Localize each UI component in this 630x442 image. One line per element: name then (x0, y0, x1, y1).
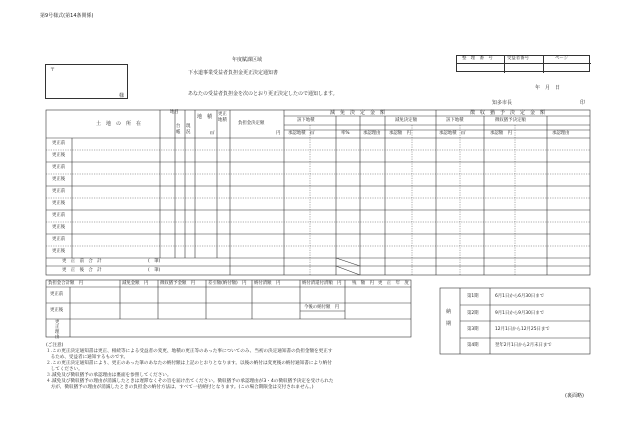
row-label: 更正前 (52, 237, 66, 242)
future-payment-label: 今後の納付額 円 (304, 305, 340, 310)
total-before-unit: ( 筆) (148, 259, 161, 264)
header-deferral-group: 徴 収 猶 予 決 定 金 額 (470, 110, 546, 116)
postal-mark: 〒 (50, 67, 56, 73)
bottom-header-refund: 納付済還付済額 円 (302, 281, 342, 286)
period-range: 翌年2月1日から2月末日まで (495, 343, 552, 348)
period-range: 9月1日から9月30日まで (495, 311, 545, 316)
issue-date: 年 月 日 (535, 85, 561, 91)
note-line: るため、受益者に通知するものです。 (46, 355, 129, 360)
header-rate: 率% (341, 131, 350, 136)
bottom-row-after: 更正後 (50, 308, 64, 313)
bottom-header-year: 更 正 年 度 (378, 281, 409, 286)
header-sub-area-2: 該下地積 (446, 118, 464, 123)
seal-mark: 印 (580, 100, 586, 106)
total-after-label: 更 正 後 合 計 (62, 268, 102, 273)
period-name: 第2期 (467, 311, 479, 316)
bottom-header-reduction: 減免金額 円 (122, 281, 149, 286)
header-current: 現況 (186, 124, 191, 135)
notes-heading: (ご注意) (46, 343, 64, 348)
row-label: 更正後 (52, 201, 66, 206)
bottom-row-before: 更正前 (50, 292, 64, 297)
row-label: 更正後 (52, 153, 66, 158)
row-label: 更正前 (52, 141, 66, 146)
form-number: 第9号様式(第14条関係) (40, 13, 94, 19)
header-applied-area-2: 承認地積 ㎡ (439, 131, 466, 136)
row-label: 更正前 (52, 189, 66, 194)
period-name: 第3期 (467, 327, 479, 332)
honorific: 様 (119, 93, 125, 99)
note-line: １.この更正決定通知書は更正、相続等による受益者の変更、地積の更正等のあった事についてのみ、当初の決定通知書の負担金額を更正す (46, 349, 333, 354)
header-ledger: 台帳 (176, 124, 181, 135)
footer-note: (裏面略) (565, 393, 584, 399)
header-applied-amount-2: 承認額 円 (490, 131, 512, 136)
header-reduction-group: 減 免 決 定 金 額 (330, 110, 386, 116)
payment-schedule-label: 納期 (446, 309, 452, 327)
header-applied-reason-2: 承認理由 (552, 131, 570, 136)
fiscal-year-area: 年度賦課区域 (232, 57, 263, 63)
header-sub-deferral: 徴収猶予決定額 (495, 118, 526, 123)
period-name: 第1期 (467, 294, 479, 299)
total-after-unit: ( 筆) (148, 268, 161, 273)
header-sub-amount: 減免決定額 (395, 118, 417, 123)
document-title: 下水道事業受益者負担金更正決定通知書 (188, 70, 279, 76)
header-area: 地 積 (197, 114, 213, 120)
row-label: 更正後 (52, 249, 66, 254)
header-applied-area-1: 承認地積 ㎡ (288, 131, 315, 136)
ref-header-page: ページ (555, 56, 569, 61)
note-line: ２.この更正決定通知書により、更正のあった筆のあなたの納付額は上記のとおりとなります。以後の納付は変更後の納付通知書により納付 (46, 361, 332, 366)
note-line: ４.減免及び徴収猶予の理由が消滅したときは遅滞なくその旨を届け出てください。徴収猶予の承認理由が3・4の徴収猶予決定を受けられた (46, 379, 334, 384)
bottom-header-net: 差引額(納付額) 円 (208, 281, 247, 286)
ref-header-beneficiary: 受益者番号 (507, 56, 529, 61)
ref-header-number: 整 理 番 号 (462, 56, 493, 61)
bottom-header-balance: 残 額 円 (352, 281, 374, 286)
header-sub-area-1: 該下地積 (297, 118, 315, 123)
mayor-name: 知多市長 (492, 100, 513, 106)
header-area-unit: ㎡ (210, 131, 215, 136)
period-range: 6月1日から6月30日まで (495, 294, 545, 299)
bottom-header-deferral: 徴収猶予金額 円 (160, 281, 196, 286)
note-line: ３.減免及び徴収猶予の承認理由は裏面を参照してください。 (46, 373, 172, 378)
period-range: 12月1日から12月25日まで (495, 327, 550, 332)
bottom-header-paid: 納付済額 円 (254, 281, 281, 286)
row-label: 更正後 (52, 177, 66, 182)
intro-text: あなたの受益者負担金を次のとおり更正決定したので通知します。 (188, 91, 338, 97)
bottom-row-reason: 更正理由 (55, 320, 60, 340)
period-name: 第4期 (467, 343, 479, 348)
bottom-header-total: 負担金合計額 円 (48, 281, 84, 286)
header-burden-amount: 負担金決定額 (238, 121, 265, 126)
total-before-label: 更 正 前 合 計 (62, 259, 102, 264)
notes-section (46, 343, 416, 391)
note-line: してください。 (46, 367, 83, 372)
row-label: 更正前 (52, 213, 66, 218)
note-line: 方が、徴収猶予の理由が消滅したときの負担金の納付方法は、すべて一括納付となります。(この場合期限金は交付されません。) (46, 385, 314, 390)
header-applied-amount-1: 承認額 円 (389, 131, 411, 136)
header-location: 土 地 の 所 在 (96, 121, 142, 127)
header-land-category: 地目 (170, 110, 179, 115)
header-yen: 円 (276, 131, 281, 136)
header-corrected-area: 更正地積 (218, 112, 227, 123)
row-label: 更正前 (52, 165, 66, 170)
row-label: 更正後 (52, 225, 66, 230)
header-applied-reason-1: 承認理由 (363, 131, 381, 136)
